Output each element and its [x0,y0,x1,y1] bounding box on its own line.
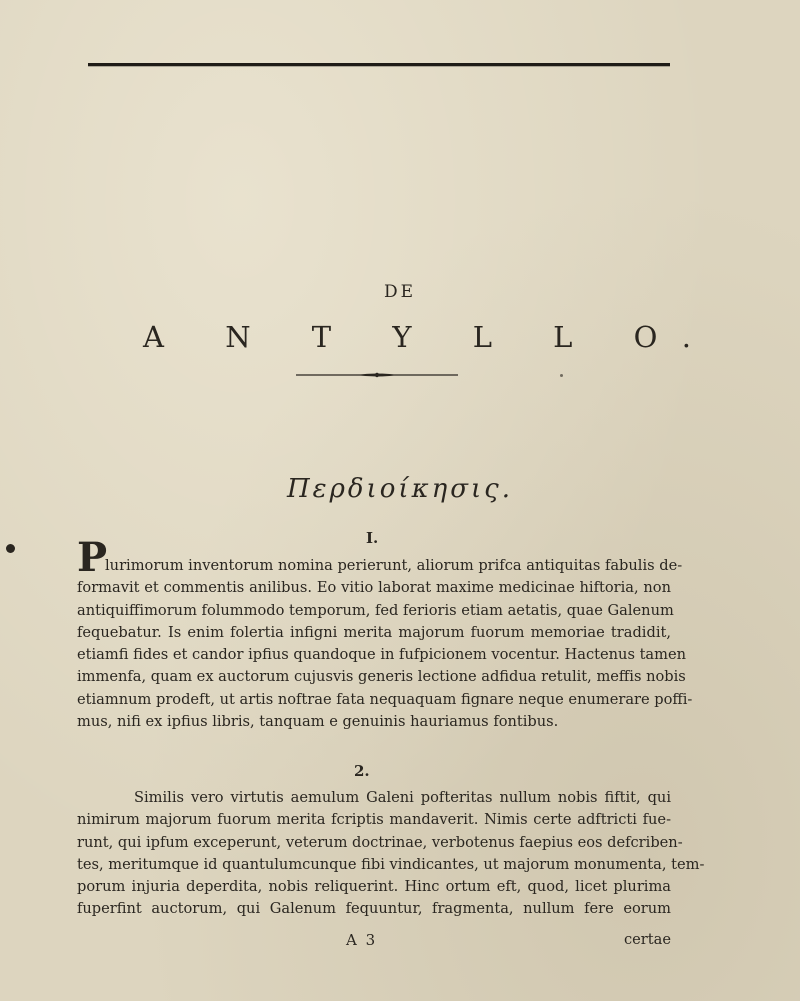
text-line: lurimorum inventorum nomina perierunt, aliorum prifca antiquitas fabulis de- [105,557,683,574]
section-number-2: 2. [354,762,370,780]
section-number-1: I. [366,529,379,547]
ink-spot [6,544,15,553]
heading-de: DE [383,282,417,302]
greek-title: Περδιοίκησις. [286,474,513,504]
text-line: fequebatur. Is enim folertia infigni merita majorum fuorum memoriae tradidit, [77,623,671,641]
signature-mark: A 3 [346,931,378,949]
catchword: certae [624,931,671,948]
drop-cap: P [77,534,108,581]
text-line: fuperfint auctorum, qui Galenum fequuntur, fragmenta, nullum fere eorum [77,900,671,918]
section-1-text [77,555,693,733]
ink-spot [560,374,563,377]
text-line: nimirum majorum fuorum merita fcriptis mandaverit. Nimis certe adftricti fue- [77,811,671,829]
heading-name: A N T Y L L O. [143,320,717,354]
text-line: etiamnum prodeft, ut artis noftrae fata nequaquam fignare neque enumerare poffi- [77,690,693,708]
ornament-rule [296,372,458,378]
text-line: Similis vero virtutis aemulum Galeni pofteritas nullum nobis fiftit, qui [134,789,671,806]
header-rule [88,63,670,66]
text-line: tes, meritumque id quantulumcunque fibi vindicantes, ut majorum monumenta, tem- [77,855,705,873]
text-line: runt, qui ipfum exceperunt, veterum doctrinae, verbotenus faepius eos defcriben- [77,833,683,851]
text-line: etiamfi fides et candor ipfius quandoque in fufpicionem vocentur. Hactenus tamen [77,646,687,664]
section-2-text [77,787,705,921]
text-line: antiquiffimorum folummodo temporum, fed ferioris etiam aetatis, quae Galenum [77,601,674,619]
text-line: formavit et commentis anilibus. Eo vitio laborat maxime medicinae hiftoria, non [77,579,671,597]
text-line: immenfa, quam ex auctorum cujusvis generis lectione adfidua retulit, meffis nobis [77,668,686,686]
text-line: porum injuria deperdita, nobis reliquerint. Hinc ortum eft, quod, licet plurima [77,878,671,896]
text-line: mus, nifi ex ipfius libris, tanquam e genuinis hauriamus fontibus. [77,713,559,731]
